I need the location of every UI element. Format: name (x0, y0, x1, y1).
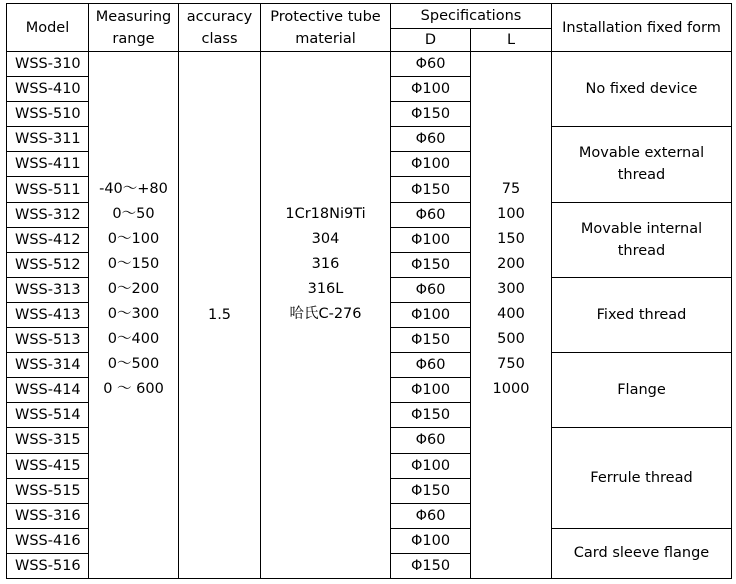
length-cell-list (471, 177, 551, 402)
measuring-range-cell (89, 52, 179, 579)
model-cell: WSS-410 (7, 77, 89, 102)
header-model: Model (7, 4, 89, 52)
length-value: 100 (497, 206, 525, 222)
model-cell: WSS-511 (7, 177, 89, 202)
diameter-cell: Φ60 (391, 353, 471, 378)
table-row (7, 52, 732, 77)
diameter-cell: Φ100 (391, 77, 471, 102)
model-cell: WSS-413 (7, 302, 89, 327)
model-cell: WSS-510 (7, 102, 89, 127)
model-cell: WSS-313 (7, 277, 89, 302)
diameter-cell: Φ150 (391, 177, 471, 202)
installation-form-cell: Movable external thread (552, 127, 732, 202)
model-cell: WSS-412 (7, 227, 89, 252)
model-cell: WSS-312 (7, 202, 89, 227)
diameter-cell: Φ100 (391, 453, 471, 478)
diameter-cell: Φ150 (391, 328, 471, 353)
measuring-range-cell-list (89, 177, 178, 402)
diameter-cell: Φ150 (391, 403, 471, 428)
length-value: 75 (501, 181, 521, 197)
header-specifications: Specifications (391, 4, 552, 29)
model-cell: WSS-414 (7, 378, 89, 403)
diameter-cell: Φ60 (391, 202, 471, 227)
model-cell: WSS-315 (7, 428, 89, 453)
length-value: 400 (497, 306, 525, 322)
installation-form-cell: No fixed device (552, 52, 732, 127)
tube-material-value: 1Cr18Ni9Ti (285, 206, 366, 222)
accuracy-class-cell: 1.5 (179, 52, 261, 579)
model-cell: WSS-514 (7, 403, 89, 428)
diameter-cell: Φ150 (391, 553, 471, 578)
header-measuring-range: Measuring range (89, 4, 179, 52)
installation-form-cell: Card sleeve flange (552, 528, 732, 578)
header-installation: Installation fixed form (552, 4, 732, 52)
model-cell: WSS-516 (7, 553, 89, 578)
table-body (7, 52, 732, 579)
model-cell: WSS-411 (7, 152, 89, 177)
tube-material-value: 316L (307, 281, 344, 297)
measuring-range-value: -40～+80 (99, 181, 168, 197)
length-value: 300 (497, 281, 525, 297)
measuring-range-value: 0～50 (112, 206, 155, 222)
model-cell: WSS-515 (7, 478, 89, 503)
length-value: 1000 (492, 381, 530, 397)
diameter-cell: Φ60 (391, 52, 471, 77)
measuring-range-value: 0～200 (107, 281, 160, 297)
installation-form-cell: Ferrule thread (552, 428, 732, 528)
measuring-range-value: 0～100 (107, 231, 160, 247)
tube-material-value: 316 (311, 256, 340, 272)
installation-form-cell: Flange (552, 353, 732, 428)
installation-form-cell: Movable internal thread (552, 202, 732, 277)
measuring-range-value: 0～150 (107, 256, 160, 272)
tube-material-value: 304 (311, 231, 340, 247)
diameter-cell: Φ150 (391, 478, 471, 503)
diameter-cell: Φ150 (391, 102, 471, 127)
measuring-range-value: 0 ～ 600 (103, 381, 164, 397)
header-d: D (391, 29, 471, 52)
specifications-table (6, 3, 732, 579)
diameter-cell: Φ60 (391, 503, 471, 528)
measuring-range-value: 0～400 (107, 331, 160, 347)
length-value: 200 (497, 256, 525, 272)
diameter-cell: Φ100 (391, 302, 471, 327)
tube-material-cell (261, 52, 391, 579)
tube-material-value: 哈氏C-276 (289, 306, 362, 322)
diameter-cell: Φ100 (391, 378, 471, 403)
diameter-cell: Φ100 (391, 152, 471, 177)
diameter-cell: Φ60 (391, 428, 471, 453)
model-cell: WSS-513 (7, 328, 89, 353)
diameter-cell: Φ100 (391, 227, 471, 252)
model-cell: WSS-316 (7, 503, 89, 528)
length-value: 500 (497, 331, 525, 347)
installation-form-cell: Fixed thread (552, 277, 732, 352)
model-cell: WSS-512 (7, 252, 89, 277)
length-value: 150 (497, 231, 525, 247)
measuring-range-value: 0～500 (107, 356, 160, 372)
model-cell: WSS-310 (7, 52, 89, 77)
model-cell: WSS-314 (7, 353, 89, 378)
diameter-cell: Φ100 (391, 528, 471, 553)
length-cell (471, 52, 552, 579)
measuring-range-value: 0～300 (107, 306, 160, 322)
length-value: 750 (497, 356, 525, 372)
diameter-cell: Φ150 (391, 252, 471, 277)
header-l: L (471, 29, 552, 52)
model-cell: WSS-311 (7, 127, 89, 152)
model-cell: WSS-416 (7, 528, 89, 553)
diameter-cell: Φ60 (391, 127, 471, 152)
diameter-cell: Φ60 (391, 277, 471, 302)
tube-material-cell-list (261, 202, 390, 327)
header-tube-material: Protective tube material (261, 4, 391, 52)
model-cell: WSS-415 (7, 453, 89, 478)
header-accuracy-class: accuracy class (179, 4, 261, 52)
